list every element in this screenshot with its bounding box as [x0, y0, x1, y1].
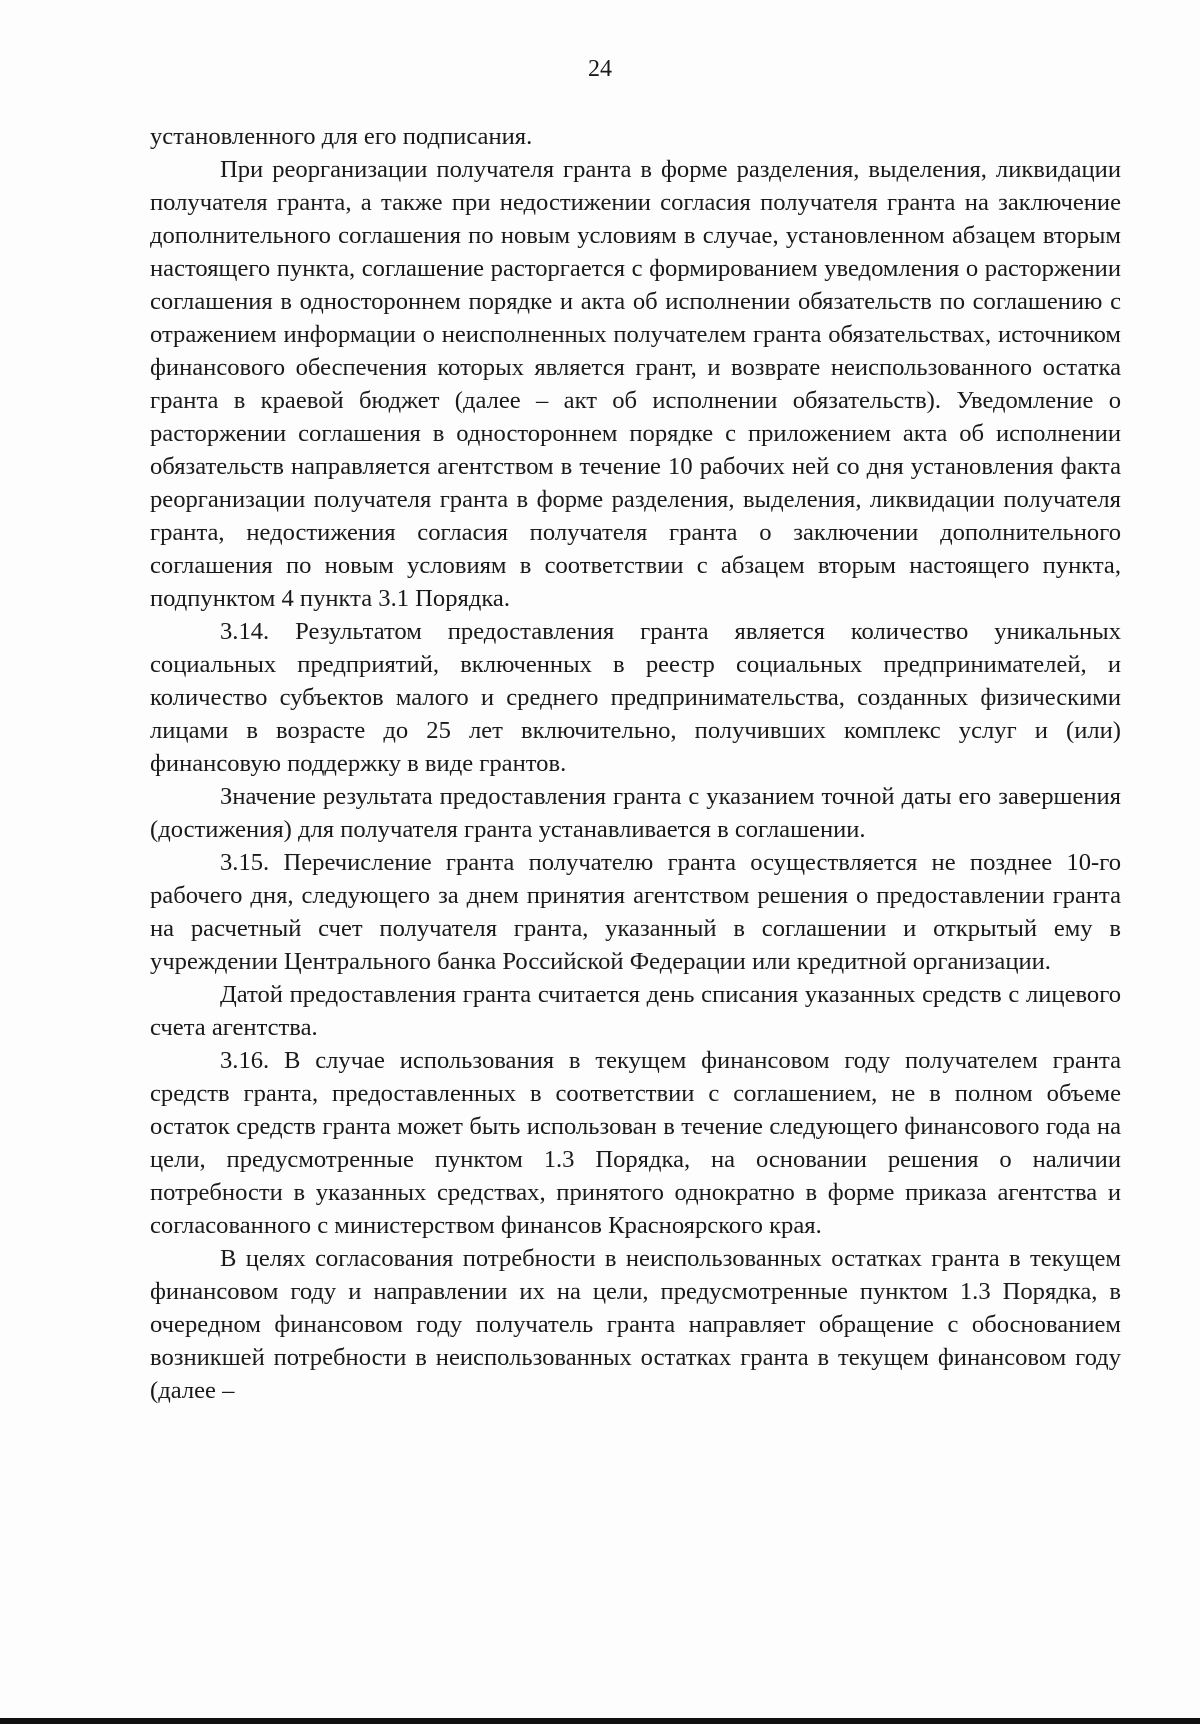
- paragraph-3-15: 3.15. Перечисление гранта получателю гранта осуществляется не позднее 10-го рабочего дня, следующего за днем принятия агентством решения о предоставлении гранта на расчетный счет получателя гранта, указанный в соглашении и открытый ему в учреждении Центрального банка Российской Федерации или кредитной организации.: [150, 849, 1121, 975]
- paragraph-3-14: 3.14. Результатом предоставления гранта является количество уникальных социальных предприятий, включенных в реестр социальных предпринимателей, и количество субъектов малого и среднего предпринимательства, созданных физическими лицами в возрасте до 25 лет включительно, получивших комплекс услуг и (или) финансовую поддержку в виде грантов.: [150, 618, 1121, 777]
- paragraph-approval: В целях согласования потребности в неиспользованных остатках гранта в текущем финансовом году и направлении их на цели, предусмотренные пунктом 1.3 Порядка, в очередном финансовом году получатель гранта направляет обращение с обоснованием возникшей потребности в неиспользованных остатках гранта в текущем финансовом году (далее –: [150, 1245, 1121, 1404]
- paragraph-reorganization: При реорганизации получателя гранта в форме разделения, выделения, ликвидации получателя гранта, а также при недостижении согласия получателя гранта на заключение дополнительного соглашения по новым условиям в случае, установленном абзацем вторым настоящего пункта, соглашение расторгается с формированием уведомления о расторжении соглашения в одностороннем порядке и акта об исполнении обязательств по соглашению с отражением информации о неисполненных получателем гранта обязательствах, источником финансового обеспечения которых является грант, и возврате неиспользованного остатка гранта в краевой бюджет (далее – акт об исполнении обязательств). Уведомление о расторжении соглашения в одностороннем порядке с приложением акта об исполнении обязательств направляется агентством в течение 10 рабочих ней со дня установления факта реорганизации получателя гранта в форме разделения, выделения, ликвидации получателя гранта, недостижения согласия получателя гранта о заключении дополнительного соглашения по новым условиям в соответствии с абзацем вторым настоящего пункта, подпунктом 4 пункта 3.1 Порядка.: [150, 156, 1121, 612]
- paragraph-continuation: установленного для его подписания.: [150, 123, 533, 150]
- paragraph-grant-date: Датой предоставления гранта считается день списания указанных средств с лицевого счета агентства.: [150, 981, 1121, 1041]
- document-body: [150, 120, 1121, 1407]
- scan-bottom-edge: [0, 1718, 1200, 1724]
- paragraph-result-value: Значение результата предоставления гранта с указанием точной даты его завершения (достижения) для получателя гранта устанавливается в соглашении.: [150, 783, 1121, 843]
- page-number: 24: [588, 56, 612, 82]
- paragraph-3-16: 3.16. В случае использования в текущем финансовом году получателем гранта средств гранта, предоставленных в соответствии с соглашением, не в полном объеме остаток средств гранта может быть использован в течение следующего финансового года на цели, предусмотренные пунктом 1.3 Порядка, на основании решения о наличии потребности в указанных средствах, принятого однократно в форме приказа агентства и согласованного с министерством финансов Красноярского края.: [150, 1047, 1121, 1239]
